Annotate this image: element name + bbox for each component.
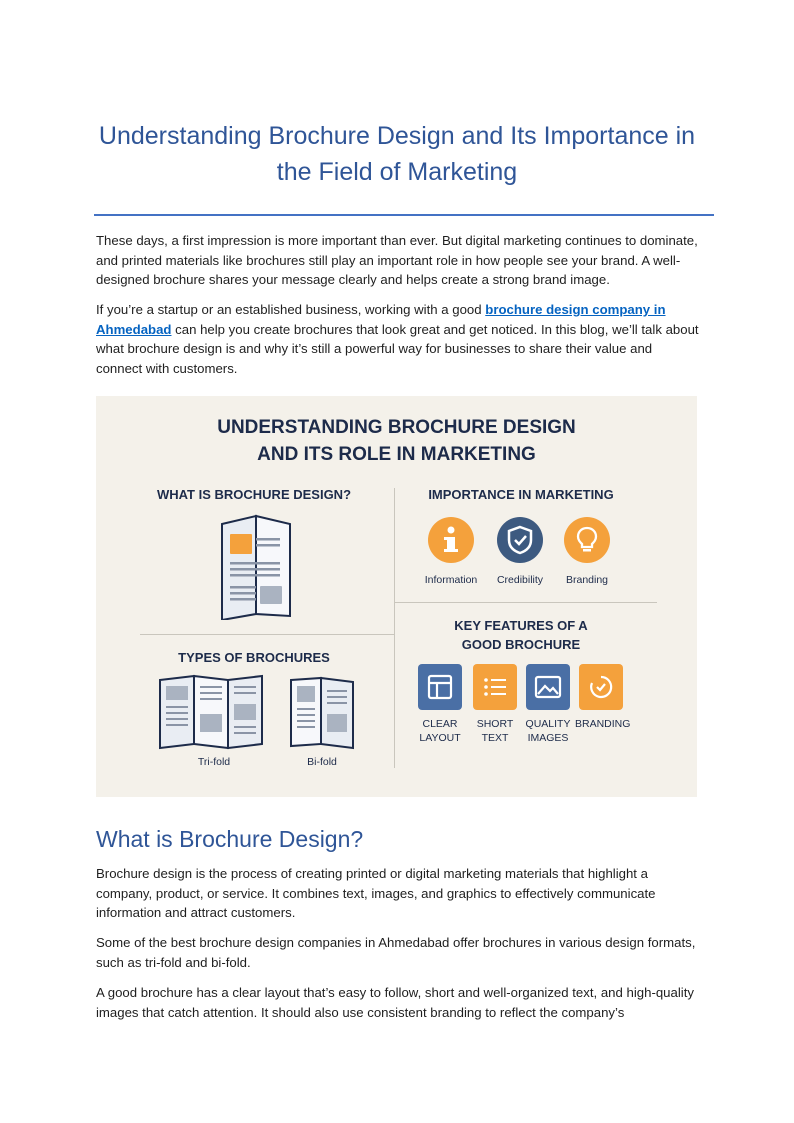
feature-short-text-line-2: TEXT (481, 731, 509, 744)
type-label-trifold: Tri-fold (197, 756, 231, 768)
feature-clear-layout-line-2: LAYOUT (419, 731, 461, 744)
key-features-line-1: KEY FEATURES OF A (454, 618, 588, 633)
feature-quality-images-line-1: QUALITY (525, 718, 571, 730)
left-horizontal-divider (140, 634, 394, 635)
intro-p2-text-after: can help you create brochures that look great and get noticed. In this blog, we’ll talk about what brochure design is and why it’s still a powerful way for businesses to share their value and connect with customers. (96, 321, 699, 376)
section-paragraph-3: A good brochure has a clear layout that’s easy to follow, short and well-organized text, and high-quality images that catch attention. It should also use consistent branding to reflect the company’s (96, 985, 694, 1020)
section-heading: What is Brochure Design? (96, 826, 364, 852)
list-icon (473, 664, 517, 710)
info-icon (428, 517, 474, 563)
infographic (96, 396, 697, 797)
feature-quality-images-line-2: IMAGES (527, 731, 569, 744)
feature-branding (575, 664, 631, 732)
feature-label-short-text (469, 718, 521, 745)
intro-p2-text-before: If you’re a startup or an established business, working with a good (96, 302, 486, 317)
section-paragraph-1: Brochure design is the process of creating printed or digital marketing materials that highlight a company, product, or service. It combines text, images, and graphics to effectively communicate information and attract customers. (96, 866, 656, 920)
shield-check-icon (497, 517, 543, 563)
feature-clear-layout (414, 664, 466, 745)
feature-clear-layout-line-1: CLEAR (422, 718, 458, 730)
lightbulb-icon (564, 517, 610, 563)
title-underline (94, 214, 714, 216)
infographic-title-line-1: UNDERSTANDING BROCHURE DESIGN (217, 417, 576, 438)
intro-paragraph-1: These days, a first impression is more important than ever. But digital marketing continues to dominate, and printed materials like brochures still play an important role in how people see your brand. A well-designed brochure shares your message clearly and helps create a strong brand image. (96, 233, 698, 287)
infographic-title-line-2: AND ITS ROLE IN MARKETING (257, 444, 536, 465)
feature-label-clear-layout (414, 718, 466, 745)
brochure-company-link[interactable]: brochure design company in Ahmedabad (96, 302, 666, 337)
feature-short-text (469, 664, 521, 745)
open-brochure-icon (216, 512, 296, 620)
type-label-bifold: Bi-fold (307, 756, 337, 768)
importance-item-information (416, 517, 486, 587)
importance-item-credibility (485, 517, 555, 587)
feature-label-quality-images (522, 718, 574, 745)
importance-label-information: Information (424, 574, 478, 586)
feature-short-text-line-1: SHORT (476, 718, 514, 730)
importance-label-branding: Branding (565, 574, 609, 586)
layout-icon (418, 664, 462, 710)
title-line-1: Understanding Brochure Design and Its Importance in (98, 122, 696, 150)
importance-item-branding (552, 517, 622, 587)
what-is-heading: WHAT IS BROCHURE DESIGN? (156, 487, 352, 502)
infographic-title (96, 414, 697, 468)
types-heading: TYPES OF BROCHURES (178, 650, 330, 665)
importance-label-credibility: Credibility (496, 574, 544, 586)
feature-label-branding (575, 718, 631, 732)
feature-quality-images (522, 664, 574, 745)
image-icon (526, 664, 570, 710)
title-line-2: the Field of Marketing (276, 158, 518, 186)
right-horizontal-divider (395, 602, 657, 603)
intro-paragraph-2 (96, 300, 700, 378)
bifold-brochure-icon (289, 676, 357, 750)
vertical-divider (394, 488, 395, 768)
key-features-heading (406, 616, 636, 654)
key-features-line-2: GOOD BROCHURE (461, 637, 581, 652)
importance-heading: IMPORTANCE IN MARKETING (428, 487, 614, 502)
trifold-brochure-icon (158, 674, 266, 750)
feature-branding-line-1: BRANDING (575, 718, 631, 730)
section-paragraph-2: Some of the best brochure design companies in Ahmedabad offer brochures in various design formats, such as tri-fold and bi-fold. (96, 935, 696, 970)
badge-icon (579, 664, 623, 710)
document-title (96, 118, 698, 190)
